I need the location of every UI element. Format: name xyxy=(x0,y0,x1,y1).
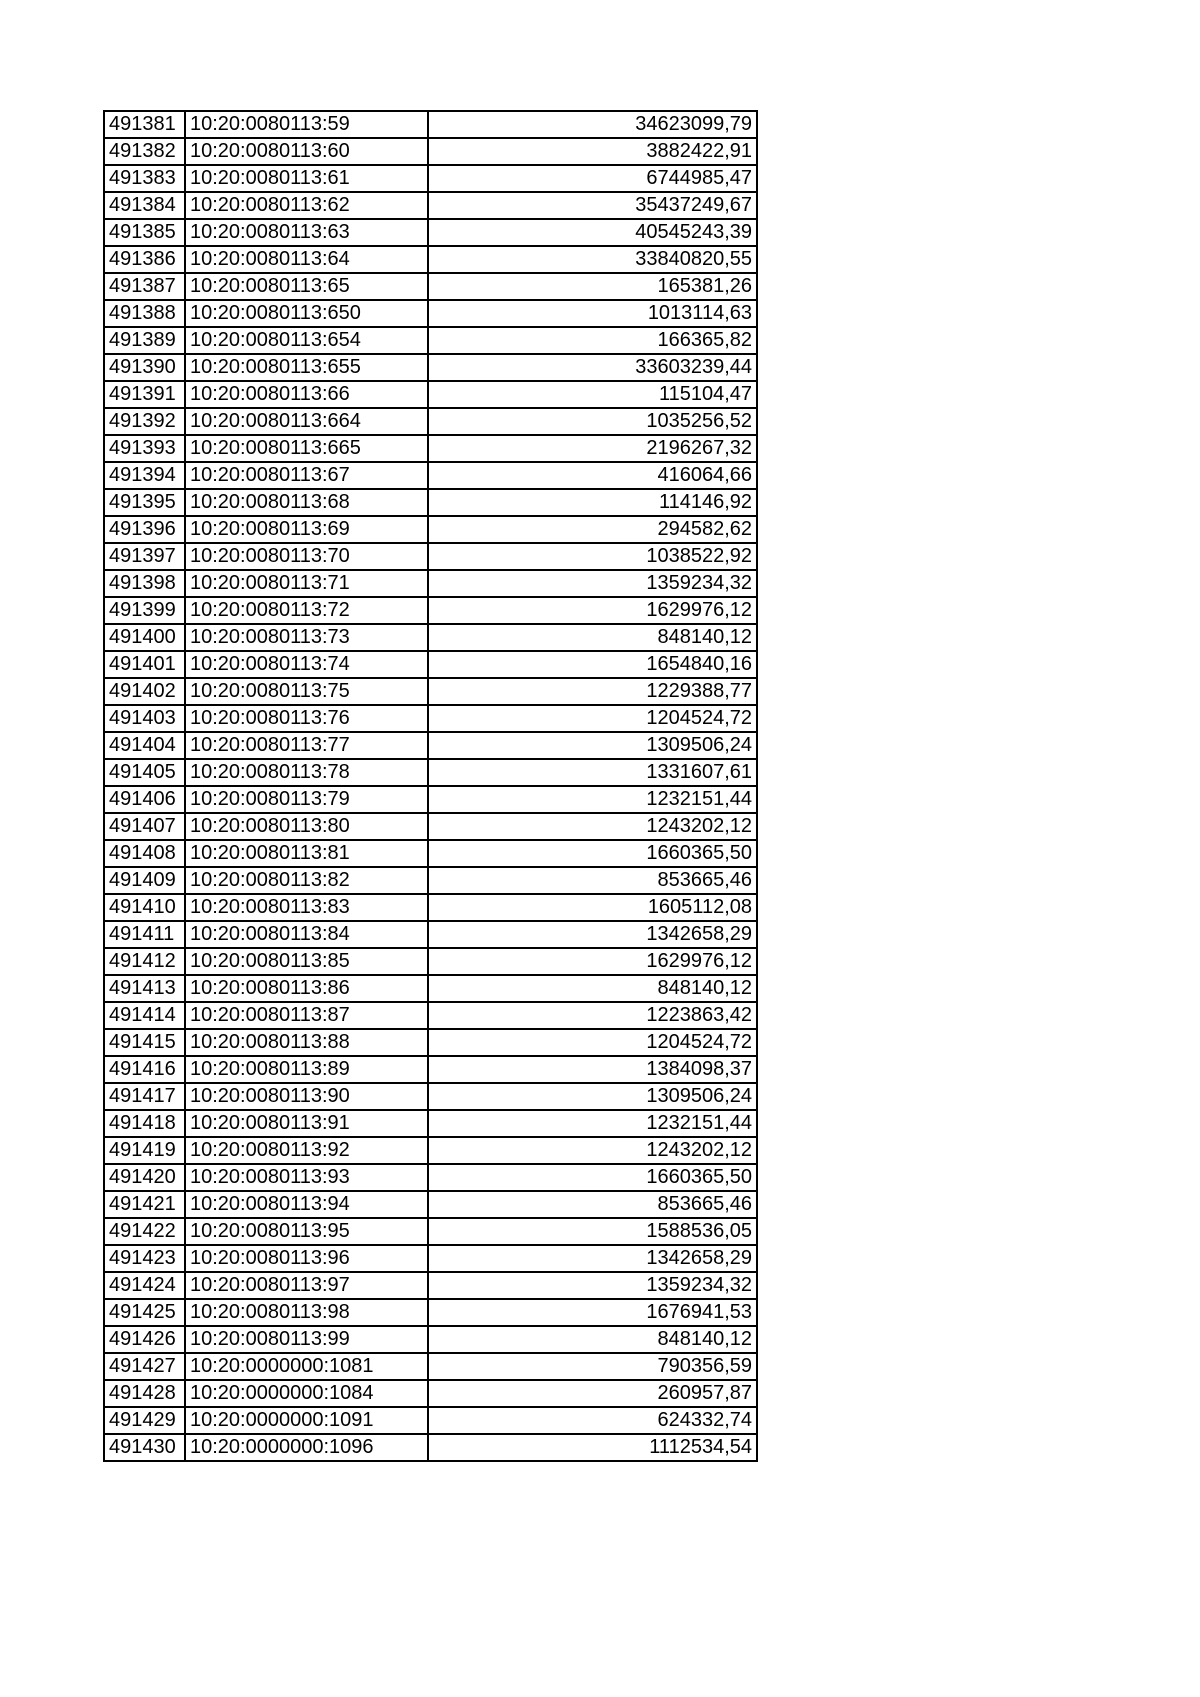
row-id-cell: 491396 xyxy=(104,516,185,543)
cadastral-number-cell: 10:20:0080113:86 xyxy=(185,975,428,1002)
row-id-cell: 491408 xyxy=(104,840,185,867)
row-id-cell: 491413 xyxy=(104,975,185,1002)
row-id-cell: 491421 xyxy=(104,1191,185,1218)
row-id-cell: 491424 xyxy=(104,1272,185,1299)
row-id-cell: 491406 xyxy=(104,786,185,813)
table-row xyxy=(104,543,757,570)
value-cell: 1243202,12 xyxy=(428,1137,757,1164)
cadastral-number-cell: 10:20:0000000:1081 xyxy=(185,1353,428,1380)
cadastral-number-cell: 10:20:0080113:66 xyxy=(185,381,428,408)
value-cell: 1223863,42 xyxy=(428,1002,757,1029)
cadastral-number-cell: 10:20:0080113:71 xyxy=(185,570,428,597)
value-cell: 1309506,24 xyxy=(428,732,757,759)
value-cell: 1588536,05 xyxy=(428,1218,757,1245)
cadastral-number-cell: 10:20:0080113:72 xyxy=(185,597,428,624)
cadastral-number-cell: 10:20:0080113:99 xyxy=(185,1326,428,1353)
table-row xyxy=(104,813,757,840)
cadastral-number-cell: 10:20:0080113:95 xyxy=(185,1218,428,1245)
cadastral-number-cell: 10:20:0080113:664 xyxy=(185,408,428,435)
table-row xyxy=(104,678,757,705)
table-row xyxy=(104,246,757,273)
table-row xyxy=(104,408,757,435)
row-id-cell: 491429 xyxy=(104,1407,185,1434)
value-cell: 853665,46 xyxy=(428,867,757,894)
cadastral-number-cell: 10:20:0080113:61 xyxy=(185,165,428,192)
value-cell: 1605112,08 xyxy=(428,894,757,921)
cadastral-number-cell: 10:20:0000000:1084 xyxy=(185,1380,428,1407)
value-cell: 1038522,92 xyxy=(428,543,757,570)
row-id-cell: 491430 xyxy=(104,1434,185,1461)
table-row xyxy=(104,894,757,921)
row-id-cell: 491403 xyxy=(104,705,185,732)
row-id-cell: 491425 xyxy=(104,1299,185,1326)
value-cell: 114146,92 xyxy=(428,489,757,516)
table-row xyxy=(104,1110,757,1137)
cadastral-number-cell: 10:20:0080113:79 xyxy=(185,786,428,813)
cadastral-number-cell: 10:20:0080113:67 xyxy=(185,462,428,489)
row-id-cell: 491391 xyxy=(104,381,185,408)
value-cell: 166365,82 xyxy=(428,327,757,354)
row-id-cell: 491412 xyxy=(104,948,185,975)
table-row xyxy=(104,300,757,327)
table-row xyxy=(104,1353,757,1380)
row-id-cell: 491389 xyxy=(104,327,185,354)
cadastral-number-cell: 10:20:0080113:83 xyxy=(185,894,428,921)
cadastral-number-cell: 10:20:0080113:78 xyxy=(185,759,428,786)
row-id-cell: 491405 xyxy=(104,759,185,786)
value-cell: 260957,87 xyxy=(428,1380,757,1407)
value-cell: 1035256,52 xyxy=(428,408,757,435)
table-row xyxy=(104,111,757,138)
table-row xyxy=(104,435,757,462)
cadastral-number-cell: 10:20:0080113:68 xyxy=(185,489,428,516)
table-row xyxy=(104,1029,757,1056)
table-row xyxy=(104,1164,757,1191)
table-row xyxy=(104,462,757,489)
table-row xyxy=(104,651,757,678)
table-row xyxy=(104,1002,757,1029)
table-row xyxy=(104,1218,757,1245)
value-cell: 848140,12 xyxy=(428,975,757,1002)
table-row xyxy=(104,354,757,381)
cadastral-number-cell: 10:20:0080113:90 xyxy=(185,1083,428,1110)
cadastral-number-cell: 10:20:0080113:96 xyxy=(185,1245,428,1272)
table-row xyxy=(104,570,757,597)
cadastral-number-cell: 10:20:0080113:75 xyxy=(185,678,428,705)
row-id-cell: 491397 xyxy=(104,543,185,570)
table-row xyxy=(104,192,757,219)
data-table xyxy=(103,110,758,1462)
table-row xyxy=(104,1407,757,1434)
row-id-cell: 491402 xyxy=(104,678,185,705)
row-id-cell: 491399 xyxy=(104,597,185,624)
table-row xyxy=(104,219,757,246)
value-cell: 1112534,54 xyxy=(428,1434,757,1461)
value-cell: 1243202,12 xyxy=(428,813,757,840)
cadastral-number-cell: 10:20:0080113:70 xyxy=(185,543,428,570)
table-row xyxy=(104,975,757,1002)
value-cell: 1660365,50 xyxy=(428,1164,757,1191)
cadastral-number-cell: 10:20:0080113:94 xyxy=(185,1191,428,1218)
cadastral-number-cell: 10:20:0080113:80 xyxy=(185,813,428,840)
row-id-cell: 491392 xyxy=(104,408,185,435)
cadastral-number-cell: 10:20:0080113:63 xyxy=(185,219,428,246)
value-cell: 1629976,12 xyxy=(428,597,757,624)
table-row xyxy=(104,1137,757,1164)
table-row xyxy=(104,786,757,813)
row-id-cell: 491419 xyxy=(104,1137,185,1164)
cadastral-number-cell: 10:20:0080113:62 xyxy=(185,192,428,219)
row-id-cell: 491393 xyxy=(104,435,185,462)
cadastral-number-cell: 10:20:0080113:655 xyxy=(185,354,428,381)
table-row xyxy=(104,1083,757,1110)
cadastral-number-cell: 10:20:0000000:1091 xyxy=(185,1407,428,1434)
row-id-cell: 491381 xyxy=(104,111,185,138)
row-id-cell: 491422 xyxy=(104,1218,185,1245)
row-id-cell: 491411 xyxy=(104,921,185,948)
table-row xyxy=(104,381,757,408)
value-cell: 165381,26 xyxy=(428,273,757,300)
row-id-cell: 491418 xyxy=(104,1110,185,1137)
value-cell: 1232151,44 xyxy=(428,1110,757,1137)
value-cell: 1660365,50 xyxy=(428,840,757,867)
cadastral-number-cell: 10:20:0080113:74 xyxy=(185,651,428,678)
cadastral-number-cell: 10:20:0080113:76 xyxy=(185,705,428,732)
value-cell: 1309506,24 xyxy=(428,1083,757,1110)
table-row xyxy=(104,327,757,354)
table-row xyxy=(104,1056,757,1083)
cadastral-number-cell: 10:20:0080113:82 xyxy=(185,867,428,894)
value-cell: 1676941,53 xyxy=(428,1299,757,1326)
table-row xyxy=(104,1299,757,1326)
value-cell: 848140,12 xyxy=(428,624,757,651)
value-cell: 1229388,77 xyxy=(428,678,757,705)
cadastral-number-cell: 10:20:0080113:73 xyxy=(185,624,428,651)
row-id-cell: 491400 xyxy=(104,624,185,651)
row-id-cell: 491427 xyxy=(104,1353,185,1380)
row-id-cell: 491394 xyxy=(104,462,185,489)
cadastral-number-cell: 10:20:0080113:69 xyxy=(185,516,428,543)
table-row xyxy=(104,489,757,516)
table-row xyxy=(104,948,757,975)
value-cell: 1331607,61 xyxy=(428,759,757,786)
table-row xyxy=(104,921,757,948)
table-row xyxy=(104,1272,757,1299)
value-cell: 294582,62 xyxy=(428,516,757,543)
cadastral-number-cell: 10:20:0080113:654 xyxy=(185,327,428,354)
cadastral-number-cell: 10:20:0080113:97 xyxy=(185,1272,428,1299)
value-cell: 790356,59 xyxy=(428,1353,757,1380)
cadastral-number-cell: 10:20:0080113:98 xyxy=(185,1299,428,1326)
cadastral-number-cell: 10:20:0080113:93 xyxy=(185,1164,428,1191)
value-cell: 848140,12 xyxy=(428,1326,757,1353)
value-cell: 853665,46 xyxy=(428,1191,757,1218)
value-cell: 35437249,67 xyxy=(428,192,757,219)
row-id-cell: 491388 xyxy=(104,300,185,327)
value-cell: 624332,74 xyxy=(428,1407,757,1434)
row-id-cell: 491385 xyxy=(104,219,185,246)
row-id-cell: 491415 xyxy=(104,1029,185,1056)
row-id-cell: 491382 xyxy=(104,138,185,165)
value-cell: 1359234,32 xyxy=(428,570,757,597)
row-id-cell: 491409 xyxy=(104,867,185,894)
cadastral-number-cell: 10:20:0080113:88 xyxy=(185,1029,428,1056)
value-cell: 1232151,44 xyxy=(428,786,757,813)
value-cell: 1342658,29 xyxy=(428,921,757,948)
table-row xyxy=(104,273,757,300)
row-id-cell: 491428 xyxy=(104,1380,185,1407)
row-id-cell: 491390 xyxy=(104,354,185,381)
cadastral-number-cell: 10:20:0080113:665 xyxy=(185,435,428,462)
table-row xyxy=(104,840,757,867)
row-id-cell: 491426 xyxy=(104,1326,185,1353)
row-id-cell: 491386 xyxy=(104,246,185,273)
cadastral-number-cell: 10:20:0080113:59 xyxy=(185,111,428,138)
row-id-cell: 491384 xyxy=(104,192,185,219)
cadastral-number-cell: 10:20:0080113:92 xyxy=(185,1137,428,1164)
table-row xyxy=(104,1326,757,1353)
table-row xyxy=(104,1191,757,1218)
row-id-cell: 491398 xyxy=(104,570,185,597)
cadastral-number-cell: 10:20:0080113:89 xyxy=(185,1056,428,1083)
value-cell: 1204524,72 xyxy=(428,705,757,732)
row-id-cell: 491420 xyxy=(104,1164,185,1191)
value-cell: 33840820,55 xyxy=(428,246,757,273)
table-row xyxy=(104,867,757,894)
cadastral-number-cell: 10:20:0080113:84 xyxy=(185,921,428,948)
row-id-cell: 491417 xyxy=(104,1083,185,1110)
cadastral-number-cell: 10:20:0080113:64 xyxy=(185,246,428,273)
cadastral-number-cell: 10:20:0080113:81 xyxy=(185,840,428,867)
row-id-cell: 491414 xyxy=(104,1002,185,1029)
value-cell: 2196267,32 xyxy=(428,435,757,462)
value-cell: 115104,47 xyxy=(428,381,757,408)
table-row xyxy=(104,705,757,732)
row-id-cell: 491423 xyxy=(104,1245,185,1272)
cadastral-number-cell: 10:20:0080113:85 xyxy=(185,948,428,975)
cadastral-number-cell: 10:20:0000000:1096 xyxy=(185,1434,428,1461)
value-cell: 34623099,79 xyxy=(428,111,757,138)
value-cell: 1204524,72 xyxy=(428,1029,757,1056)
table-row xyxy=(104,1434,757,1461)
table-row xyxy=(104,597,757,624)
table-row xyxy=(104,624,757,651)
value-cell: 6744985,47 xyxy=(428,165,757,192)
row-id-cell: 491383 xyxy=(104,165,185,192)
table-row xyxy=(104,1380,757,1407)
table-row xyxy=(104,516,757,543)
table-row xyxy=(104,165,757,192)
cadastral-number-cell: 10:20:0080113:77 xyxy=(185,732,428,759)
row-id-cell: 491387 xyxy=(104,273,185,300)
value-cell: 416064,66 xyxy=(428,462,757,489)
value-cell: 3882422,91 xyxy=(428,138,757,165)
value-cell: 1654840,16 xyxy=(428,651,757,678)
value-cell: 1384098,37 xyxy=(428,1056,757,1083)
table-row xyxy=(104,732,757,759)
row-id-cell: 491410 xyxy=(104,894,185,921)
cadastral-number-cell: 10:20:0080113:60 xyxy=(185,138,428,165)
row-id-cell: 491401 xyxy=(104,651,185,678)
cadastral-number-cell: 10:20:0080113:87 xyxy=(185,1002,428,1029)
value-cell: 1629976,12 xyxy=(428,948,757,975)
table-body xyxy=(104,111,757,1461)
value-cell: 40545243,39 xyxy=(428,219,757,246)
row-id-cell: 491407 xyxy=(104,813,185,840)
row-id-cell: 491416 xyxy=(104,1056,185,1083)
cadastral-number-cell: 10:20:0080113:91 xyxy=(185,1110,428,1137)
table-row xyxy=(104,1245,757,1272)
table-row xyxy=(104,759,757,786)
row-id-cell: 491404 xyxy=(104,732,185,759)
value-cell: 1342658,29 xyxy=(428,1245,757,1272)
value-cell: 1359234,32 xyxy=(428,1272,757,1299)
value-cell: 33603239,44 xyxy=(428,354,757,381)
value-cell: 1013114,63 xyxy=(428,300,757,327)
table-row xyxy=(104,138,757,165)
row-id-cell: 491395 xyxy=(104,489,185,516)
cadastral-number-cell: 10:20:0080113:65 xyxy=(185,273,428,300)
cadastral-number-cell: 10:20:0080113:650 xyxy=(185,300,428,327)
